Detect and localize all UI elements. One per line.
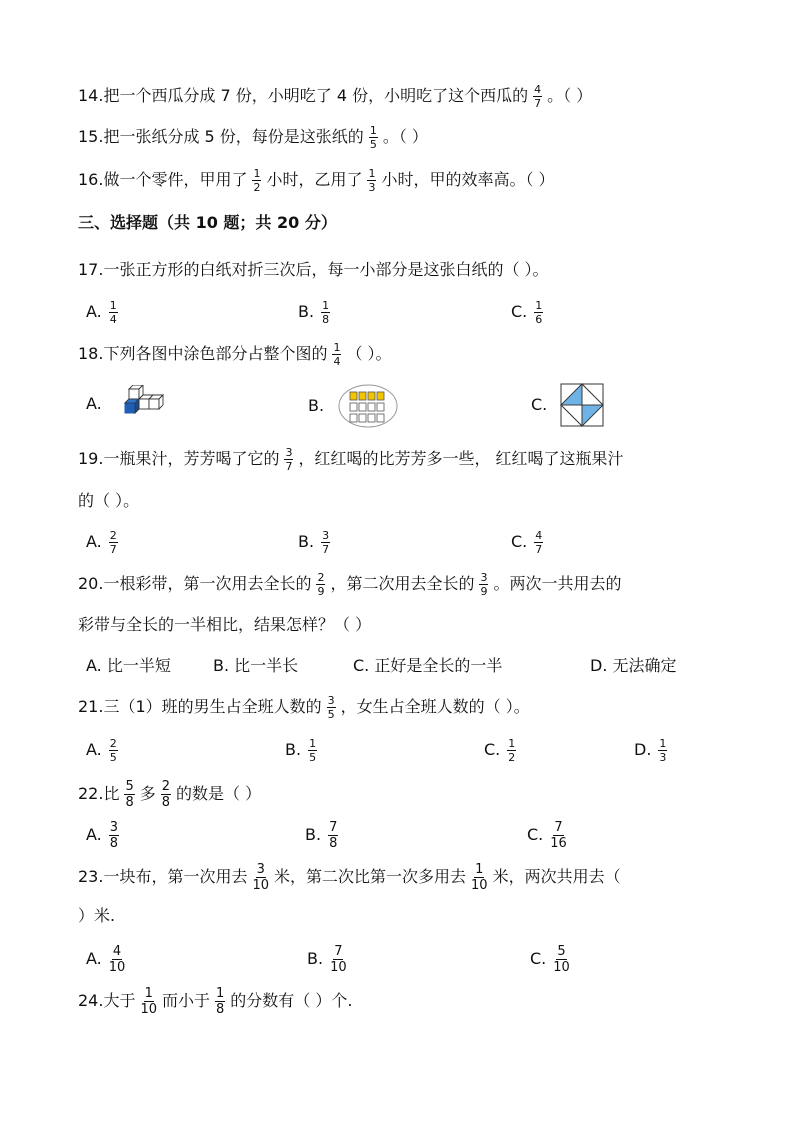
option-a[interactable]: A. 比一半短 bbox=[86, 656, 171, 675]
option-a[interactable]: A. $\frac{2}{5}$ bbox=[86, 737, 117, 764]
fraction: $\frac{3}{10}$ bbox=[252, 862, 269, 893]
fraction: $\frac{3}{7}$ bbox=[285, 446, 293, 473]
option-a[interactable]: A. $\frac{3}{8}$ bbox=[86, 820, 119, 851]
option-b[interactable]: B. 比一半长 bbox=[213, 656, 299, 675]
option-c[interactable]: C. $\frac{7}{16}$ bbox=[527, 820, 567, 851]
question-18: 18.下列各图中涂色部分占整个图的 $\frac{1}{4}$ （ ）。 bbox=[78, 341, 392, 368]
question-23: 23.一块布，第一次用去 $\frac{3}{10}$ 米，第二次比第一次多用去 $\frac{1}{10}$ 米，两次共用去（ bbox=[78, 862, 621, 893]
question-24: 24.大于 $\frac{1}{10}$ 而小于 $\frac{1}{8}$ 的分数有（ ）个. bbox=[78, 986, 353, 1017]
question-20-line2: 彩带与全长的一半相比，结果怎样？（ ） bbox=[78, 615, 372, 634]
question-21: 21.三（1）班的男生占全班人数的 $\frac{3}{5}$ ，女生占全班人数的（ ）。 bbox=[78, 694, 530, 721]
option-c[interactable]: C. $\frac{1}{2}$ bbox=[484, 737, 516, 764]
fraction: $\frac{1}{10}$ bbox=[140, 986, 157, 1017]
fraction: $\frac{3}{5}$ bbox=[327, 694, 335, 721]
fraction: $\frac{1}{10}$ bbox=[471, 862, 488, 893]
fraction: $\frac{1}{3}$ bbox=[368, 167, 376, 194]
option-a[interactable]: A. bbox=[86, 385, 167, 423]
option-a[interactable]: A. $\frac{1}{4}$ bbox=[86, 299, 117, 326]
fraction: $\frac{5}{8}$ bbox=[125, 779, 134, 810]
question-19-line2: 的（ ）。 bbox=[78, 491, 140, 510]
fraction: $\frac{4}{7}$ bbox=[534, 83, 542, 110]
option-c[interactable]: C. bbox=[531, 383, 604, 427]
question-20: 20.一根彩带，第一次用去全长的 $\frac{2}{9}$ ，第二次用去全长的 $\frac{3}{9}$ 。两次一共用去的 bbox=[78, 571, 622, 598]
option-c[interactable]: C. $\frac{1}{6}$ bbox=[511, 299, 543, 326]
option-a[interactable]: A. $\frac{2}{7}$ bbox=[86, 529, 117, 556]
question-14: 14.把一个西瓜分成 7 份，小明吃了 4 份，小明吃了这个西瓜的 $\frac{4}{7}$ 。（ ） bbox=[78, 83, 593, 110]
option-d[interactable]: D. $\frac{1}{3}$ bbox=[634, 737, 667, 764]
square-figure bbox=[560, 383, 604, 427]
cubes-figure bbox=[115, 385, 167, 423]
fraction: $\frac{1}{2}$ bbox=[253, 167, 261, 194]
fraction: $\frac{1}{4}$ bbox=[333, 341, 341, 368]
fraction: $\frac{2}{9}$ bbox=[317, 571, 325, 598]
option-c[interactable]: C. $\frac{4}{7}$ bbox=[511, 529, 543, 556]
question-16: 16.做一个零件，甲用了 $\frac{1}{2}$ 小时，乙用了 $\frac{1}{3}$ 小时，甲的效率高。（ ） bbox=[78, 167, 555, 194]
option-c[interactable]: C. 正好是全长的一半 bbox=[353, 656, 503, 675]
cups-figure bbox=[337, 383, 399, 429]
option-b[interactable]: B. $\frac{7}{8}$ bbox=[305, 820, 338, 851]
fraction: $\frac{1}{8}$ bbox=[216, 986, 225, 1017]
option-b[interactable]: B. $\frac{3}{7}$ bbox=[298, 529, 330, 556]
fraction: $\frac{2}{8}$ bbox=[161, 779, 171, 810]
question-23-line2: ）米. bbox=[78, 906, 116, 925]
option-d[interactable]: D. 无法确定 bbox=[590, 656, 677, 675]
fraction: $\frac{3}{9}$ bbox=[480, 571, 488, 598]
question-19: 19.一瓶果汁，芳芳喝了它的 $\frac{3}{7}$ ，红红喝的比芳芳多一些， 红红喝了这瓶果汁 bbox=[78, 446, 624, 473]
fraction: $\frac{1}{5}$ bbox=[369, 124, 377, 151]
option-b[interactable]: B. $\frac{1}{5}$ bbox=[285, 737, 317, 764]
option-b[interactable]: B. bbox=[308, 383, 399, 429]
question-17: 17.一张正方形的白纸对折三次后，每一小部分是这张白纸的（ ）。 bbox=[78, 260, 549, 279]
question-22: 22.比 $\frac{5}{8}$ 多 $\frac{2}{8}$ 的数是（ ） bbox=[78, 779, 262, 810]
option-b[interactable]: B. $\frac{1}{8}$ bbox=[298, 299, 330, 326]
option-b[interactable]: B. $\frac{7}{10}$ bbox=[307, 944, 347, 975]
option-a[interactable]: A. $\frac{4}{10}$ bbox=[86, 944, 126, 975]
section-heading: 三、选择题（共 10 题；共 20 分） bbox=[78, 213, 337, 232]
question-15: 15.把一张纸分成 5 份，每份是这张纸的 $\frac{1}{5}$ 。（ ） bbox=[78, 124, 428, 151]
shaded-cube bbox=[125, 403, 135, 413]
option-c[interactable]: C. $\frac{5}{10}$ bbox=[530, 944, 570, 975]
